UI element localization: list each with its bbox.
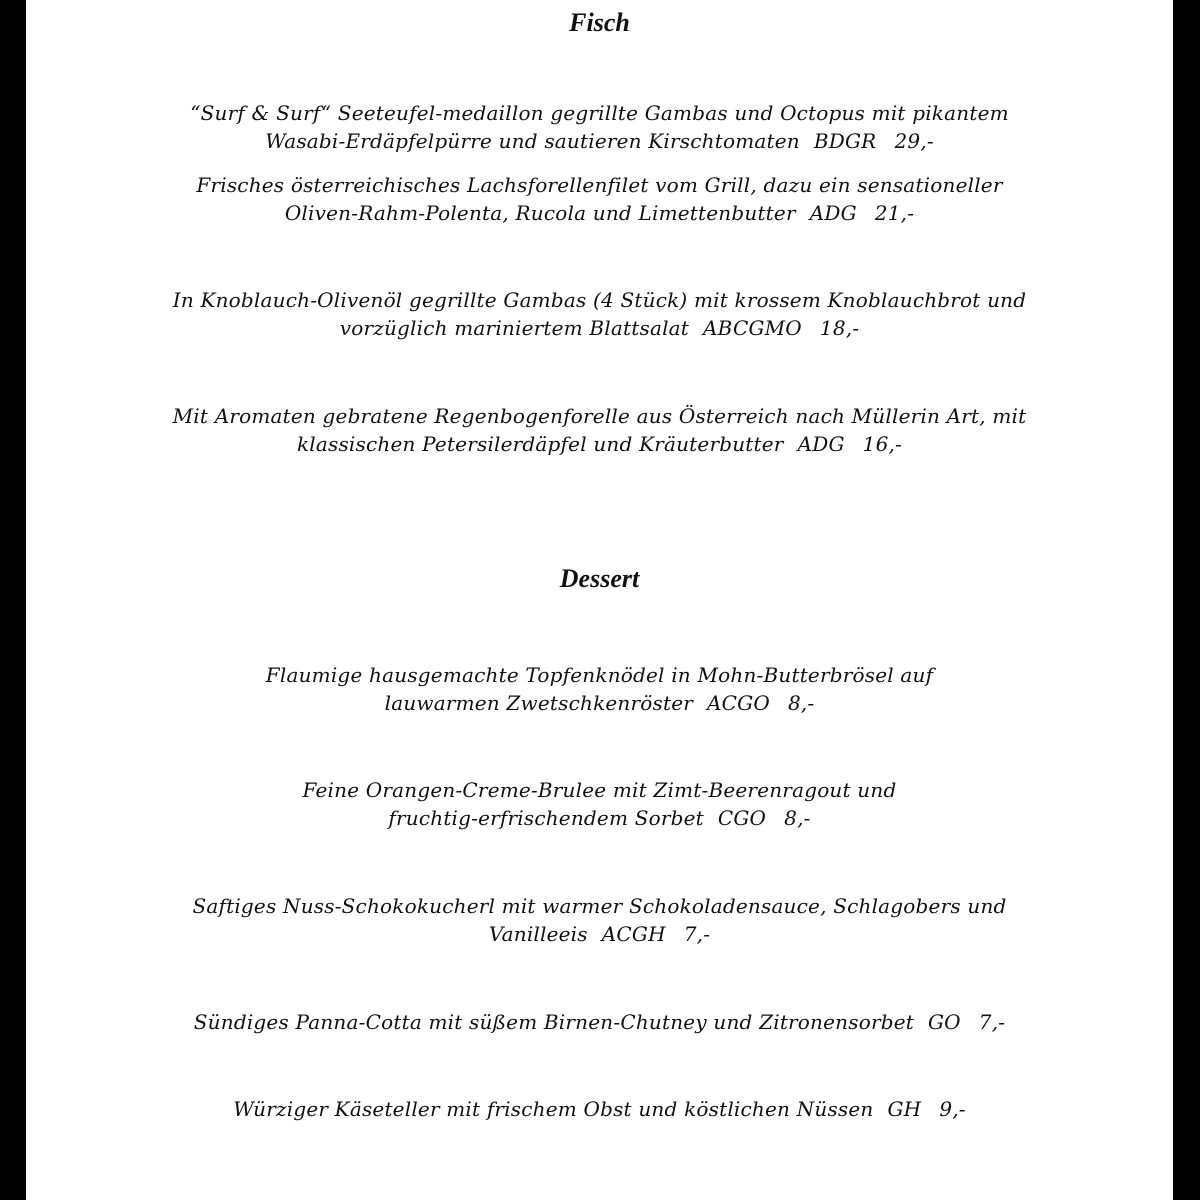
allergen-codes: ADG bbox=[797, 432, 845, 456]
allergen-codes: ABCGMO bbox=[703, 316, 802, 340]
item-description-line1: Frisches österreichisches Lachsforellenfilet vom Grill, dazu ein sensationeller bbox=[196, 173, 1003, 197]
section-title-dessert: Dessert bbox=[559, 564, 640, 593]
section-title-fisch: Fisch bbox=[569, 8, 630, 37]
item-price: 7,- bbox=[978, 1010, 1006, 1034]
menu-item-kaeseteller bbox=[26, 1095, 1173, 1123]
item-description-line2 bbox=[26, 430, 1173, 458]
item-description-line2 bbox=[26, 314, 1173, 342]
item-description-text: lauwarmen Zwetschkenröster bbox=[384, 691, 694, 715]
menu-item-schokokucherl bbox=[26, 892, 1173, 948]
item-price: 8,- bbox=[784, 806, 811, 830]
item-description-line2 bbox=[26, 920, 1173, 948]
item-description-text: Vanilleeis bbox=[488, 922, 588, 946]
menu-item-regenbogenforelle bbox=[26, 402, 1173, 458]
item-description-text: Wasabi-Erdäpfelpürre und sautieren Kirschtomaten bbox=[265, 129, 800, 153]
item-description-line1: Saftiges Nuss-Schokokucherl mit warmer Schokoladensauce, Schlagobers und bbox=[192, 894, 1007, 918]
item-description-text: Würziger Käseteller mit frischem Obst und köstlichen Nüssen bbox=[233, 1097, 874, 1121]
item-price: 16,- bbox=[862, 432, 903, 456]
allergen-codes: ADG bbox=[809, 201, 857, 225]
item-price: 29,- bbox=[894, 129, 934, 153]
item-description-line2 bbox=[26, 689, 1173, 717]
item-description-line1 bbox=[26, 1095, 1173, 1123]
item-description-text: klassischen Petersilerdäpfel und Kräuterbutter bbox=[296, 432, 784, 456]
menu-item-creme-brulee bbox=[26, 776, 1173, 832]
allergen-codes: GH bbox=[887, 1097, 922, 1121]
item-price: 7,- bbox=[683, 922, 711, 946]
item-price: 18,- bbox=[819, 316, 860, 340]
item-description-line2 bbox=[26, 127, 1173, 155]
allergen-codes: BDGR bbox=[813, 129, 877, 153]
menu-item-panna-cotta bbox=[26, 1008, 1173, 1036]
item-price: 21,- bbox=[874, 201, 915, 225]
allergen-codes: CGO bbox=[717, 806, 767, 830]
item-description-text: Sündiges Panna-Cotta mit süßem Birnen-Chutney und Zitronensorbet bbox=[193, 1010, 914, 1034]
item-price: 9,- bbox=[939, 1097, 966, 1121]
item-description-line1: “Surf & Surf“ Seeteufel-medaillon gegrillte Gambas und Octopus mit pikantem bbox=[190, 101, 1009, 125]
menu-item-gambas bbox=[26, 286, 1173, 342]
item-description-line1 bbox=[26, 1008, 1173, 1036]
item-price: 8,- bbox=[787, 691, 815, 715]
allergen-codes: ACGO bbox=[707, 691, 770, 715]
allergen-codes: ACGH bbox=[601, 922, 666, 946]
item-description-text: Oliven-Rahm-Polenta, Rucola und Limettenbutter bbox=[284, 201, 796, 225]
menu-item-surf-and-surf bbox=[26, 99, 1173, 155]
item-description-line1: Flaumige hausgemachte Topfenknödel in Mohn-Butterbrösel auf bbox=[265, 663, 934, 687]
item-description-line1: In Knoblauch-Olivenöl gegrillte Gambas (4 Stück) mit krossem Knoblauchbrot und bbox=[172, 288, 1027, 312]
item-description-line2 bbox=[26, 199, 1173, 227]
item-description-line1: Feine Orangen-Creme-Brulee mit Zimt-Beerenragout und bbox=[302, 778, 897, 802]
menu-item-lachsforellenfilet bbox=[26, 171, 1173, 227]
allergen-codes: GO bbox=[928, 1010, 961, 1034]
item-description-line2 bbox=[26, 804, 1173, 832]
item-description-text: fruchtig-erfrischendem Sorbet bbox=[388, 806, 704, 830]
menu-item-topfenknoedel bbox=[26, 661, 1173, 717]
item-description-text: vorzüglich mariniertem Blattsalat bbox=[339, 316, 690, 340]
item-description-line1: Mit Aromaten gebratene Regenbogenforelle aus Österreich nach Müllerin Art, mit bbox=[172, 404, 1027, 428]
menu-page bbox=[26, 0, 1173, 1200]
